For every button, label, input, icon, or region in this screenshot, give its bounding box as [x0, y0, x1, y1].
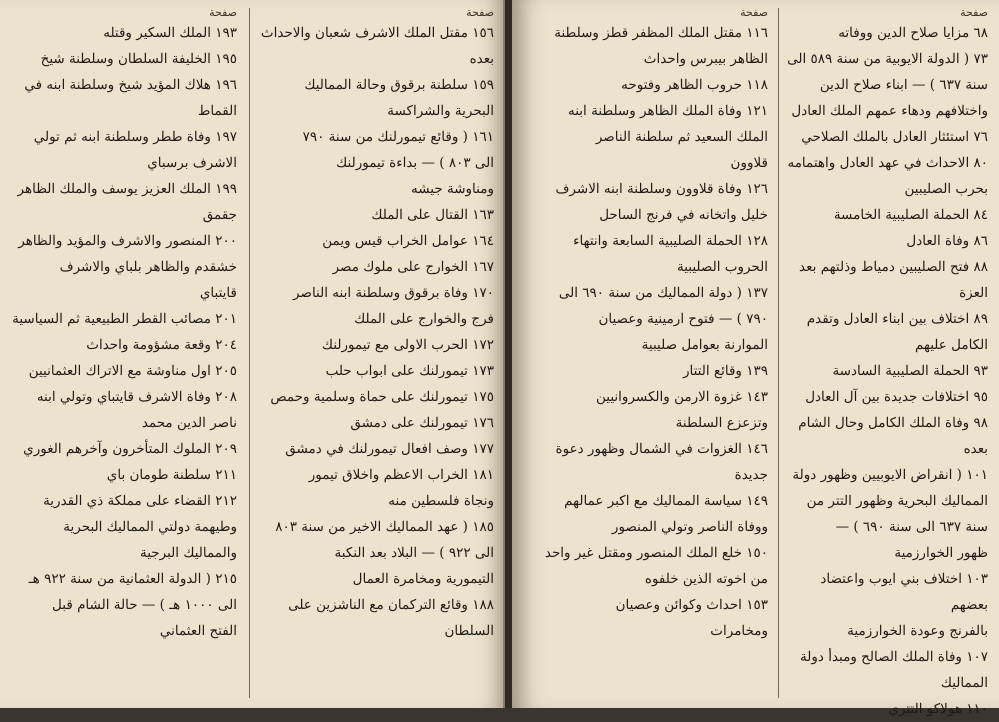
index-entry: الى ٨٠٣ ) — بداءة تيمورلنك — [336, 155, 494, 171]
index-entry: البحرية والشراكسة — [387, 103, 494, 119]
index-column-3 — [524, 0, 774, 708]
index-entry: ٢٠١ مصائب القطر الطبيعية ثم السياسية — [12, 311, 237, 327]
index-entry: وطيهمة دولتي المماليك البحرية — [63, 519, 237, 535]
index-entry: ١٤٣ غزوة الارمن والكسروانيين — [596, 389, 768, 405]
index-entry: بعده — [469, 51, 494, 67]
right-page — [512, 0, 999, 717]
index-entry: ١٥٦ مقتل الملك الاشرف شعبان والاحداث — [260, 25, 494, 41]
index-entry: ١٦١ ( وقائع تيمورلنك من سنة ٧٩٠ — [302, 129, 494, 145]
index-entry: جقمق — [202, 207, 237, 223]
index-entry: ١٥٣ احداث وكوائن وعصيان — [615, 597, 768, 613]
index-entry: ٢٠٥ اول مناوشة مع الاتراك العثمانيين — [28, 363, 237, 379]
entry-list — [4, 20, 237, 644]
index-entry: الموارنة بعوامل صليبية — [641, 337, 768, 353]
index-entry: ١٨١ الخراب الاعظم واخلاق تيمور — [308, 467, 494, 483]
index-entry: قلاوون — [730, 155, 768, 171]
book-gutter — [505, 0, 512, 708]
index-entry: بحرب الصليبين — [904, 181, 988, 197]
index-entry: ١٢٦ وفاة قلاوون وسلطنة ابنه الاشرف — [555, 181, 768, 197]
index-entry: ٧٩٠ ) — فتوح ارمينية وعصيان — [598, 311, 768, 327]
index-entry: الظاهر بيبرس واحداث — [643, 51, 768, 67]
column-divider — [249, 8, 250, 698]
index-entry: ١٧٧ وصف افعال تيمورلنك في دمشق — [285, 441, 494, 457]
index-entry: ٩٥ اختلافات جديدة بين آل العادل — [805, 389, 988, 405]
index-entry: ١٥٩ سلطنة برقوق وحالة المماليك — [304, 77, 494, 93]
index-entry: ١١٨ حروب الظاهر وفتوحه — [621, 77, 768, 93]
index-entry: ١٢١ وفاة الملك الظاهر وسلطنة ابنه — [567, 103, 768, 119]
index-entry: ٢٠٠ المنصور والاشرف والمؤيد والظاهر — [18, 233, 237, 249]
index-entry: ١٨٥ ( عهد المماليك الاخير من سنة ٨٠٣ — [275, 519, 494, 535]
index-entry: ٢٠٩ الملوك المتأخرون وآخرهم الغوري — [23, 441, 237, 457]
index-entry: ١٠٣ اختلاف بني ايوب واعتضاد بعضهم — [820, 571, 988, 613]
index-entry: ١١٠ هولاكو التتري — [888, 701, 988, 717]
index-entry: ووفاة الناصر وتولي المنصور — [611, 519, 768, 535]
index-entry: ظهور الخوارزمية — [894, 545, 988, 561]
entry-list — [258, 20, 494, 644]
index-entry: ٧٣ ( الدولة الايوبية من سنة ٥٨٩ الى — [787, 51, 988, 67]
index-entry: ومناوشة جيشه — [411, 181, 494, 197]
index-entry: العزة — [959, 285, 988, 301]
index-entry: ٢٠٨ وفاة الاشرف قايتباي وتولي ابنه — [36, 389, 237, 405]
index-entry: خليل واتخانه في فرنج الساحل — [599, 207, 768, 223]
index-entry: ٩٣ الحملة الصليبية السادسة — [832, 363, 988, 379]
column-header: صفحة — [209, 6, 237, 19]
index-entry: ١٦٧ الخوارج على ملوك مصر — [332, 259, 494, 275]
index-entry: من اخوته الذين خلفوه — [644, 571, 768, 587]
index-entry: سنة ٦٣٧ الى سنة ٦٩٠ ) — — [835, 519, 988, 535]
index-entry: ومخامرات — [710, 623, 768, 639]
index-entry: الفتح العثماني — [159, 623, 237, 639]
index-entry: الى ١٠٠٠ هـ ) — حالة الشام قبل — [52, 597, 237, 613]
column-divider — [778, 8, 779, 698]
index-entry: ١٥٠ خلع الملك المنصور ومقتل غير واحد — [544, 545, 768, 561]
index-entry: ٨٤ الحملة الصليبية الخامسة — [833, 207, 988, 223]
index-entry: الحروب الصليبية — [676, 259, 768, 275]
index-entry: ١٣٩ وقائع التتار — [682, 363, 768, 379]
column-header: صفحة — [960, 6, 988, 19]
index-entry: ٢١١ سلطنة طومان باي — [106, 467, 237, 483]
index-entry: ١٩٥ الخليفة السلطان وسلطنة شيخ — [40, 51, 237, 67]
index-entry: ١٢٨ الحملة الصليبية السابعة وانتهاء — [573, 233, 768, 249]
index-entry: سنة ٦٣٧ ) — ابناء صلاح الدين — [819, 77, 988, 93]
index-column-1 — [0, 0, 245, 708]
index-entry: الى ٩٢٢ ) — البلاد بعد النكبة — [334, 545, 494, 561]
index-entry: ٧٦ استئثار العادل بالملك الصلاحي — [801, 129, 988, 145]
index-entry: ٦٨ مزايا صلاح الدين ووفاته — [838, 25, 988, 41]
index-entry: ١٧٦ تيمورلنك على دمشق — [350, 415, 494, 431]
column-header: صفحة — [466, 6, 494, 19]
index-entry: ٨٩ اختلاف بين ابناء العادل وتقدم — [806, 311, 988, 327]
index-entry: قايتباي — [199, 285, 237, 301]
index-entry: ٨٨ فتح الصليبين دمياط وذلتهم بعد — [799, 259, 988, 275]
index-entry: ١٧٢ الحرب الاولى مع تيمورلنك — [321, 337, 494, 353]
index-entry: خشقدم والظاهر بلباي والاشرف — [59, 259, 237, 275]
index-entry: ١١٦ مقتل الملك المظفر قطز وسلطنة — [554, 25, 768, 41]
index-entry: ١٩٦ هلاك المؤيد شيخ وسلطنة ابنه في — [24, 77, 237, 93]
index-entry: ١٧٣ تيمورلنك على ابواب حلب — [325, 363, 494, 379]
index-entry: ١٤٦ الغزوات في الشمال وظهور دعوة — [555, 441, 768, 457]
index-entry: السلطان — [444, 623, 494, 639]
entry-list — [786, 20, 988, 722]
index-entry: ١٦٤ عوامل الخراب قيس ويمن — [322, 233, 494, 249]
index-column-4 — [782, 0, 996, 717]
entry-list — [530, 20, 768, 644]
index-entry: ١٩٩ الملك العزيز يوسف والملك الظاهر — [17, 181, 237, 197]
index-entry: التيمورية ومخامرة العمال — [352, 571, 494, 587]
index-entry: الاشرف برسباي — [147, 155, 237, 171]
index-entry: ١٤٩ سياسة المماليك مع اكبر عمالهم — [564, 493, 768, 509]
index-entry: واختلافهم ودهاء عمهم الملك العادل — [791, 103, 988, 119]
left-page — [0, 0, 505, 708]
index-entry: ٢١٢ القضاء على مملكة ذي القدرية — [43, 493, 237, 509]
index-entry: ١٧٠ وفاة برقوق وسلطنة ابنه الناصر — [293, 285, 494, 301]
index-entry: والمماليك البرجية — [139, 545, 237, 561]
index-entry: ناصر الدين محمد — [141, 415, 237, 431]
index-entry: ١٨٨ وقائع التركمان مع الناشزين على — [288, 597, 494, 613]
index-entry: المماليك البحرية وظهور التتر من — [806, 493, 988, 509]
index-entry: ٢٠٤ وقعة مشؤومة واحداث — [86, 337, 237, 353]
index-entry: بالفرنج وعودة الخوارزمية — [847, 623, 988, 639]
index-entry: ونجاة فلسطين منه — [388, 493, 494, 509]
index-column-2 — [252, 0, 502, 708]
index-entry: ١٧٥ تيمورلنك على حماة وسلمية وحمص — [270, 389, 494, 405]
index-entry: ١٠٧ وفاة الملك الصالح ومبدأ دولة المماليك — [800, 649, 988, 691]
index-entry: القماط — [197, 103, 237, 119]
index-entry: الكامل عليهم — [915, 337, 988, 353]
index-entry: ٨٠ الاحداث في عهد العادل واهتمامه — [787, 155, 988, 171]
index-entry: وتزعزع السلطنة — [675, 415, 768, 431]
index-entry: ١٩٧ وفاة ططر وسلطنة ابنه ثم تولي — [33, 129, 237, 145]
index-entry: ٩٨ وفاة الملك الكامل وحال الشام بعده — [798, 415, 988, 457]
index-entry: فرج والخوارج على الملك — [354, 311, 494, 327]
index-entry: الملك السعيد ثم سلطنة الناصر — [595, 129, 768, 145]
index-entry: ١٣٧ ( دولة المماليك من سنة ٦٩٠ الى — [558, 285, 768, 301]
index-entry: ١٠١ ( انقراض الايوبيين وظهور دولة — [792, 467, 988, 483]
index-entry: ٢١٥ ( الدولة العثمانية من سنة ٩٢٢ هـ — [28, 571, 237, 587]
index-entry: ١٩٣ الملك السكير وقتله — [103, 25, 237, 41]
column-header: صفحة — [740, 6, 768, 19]
index-entry: ٨٦ وفاة العادل — [906, 233, 988, 249]
index-entry: ١٦٣ القتال على الملك — [371, 207, 494, 223]
index-entry: جديدة — [734, 467, 768, 483]
